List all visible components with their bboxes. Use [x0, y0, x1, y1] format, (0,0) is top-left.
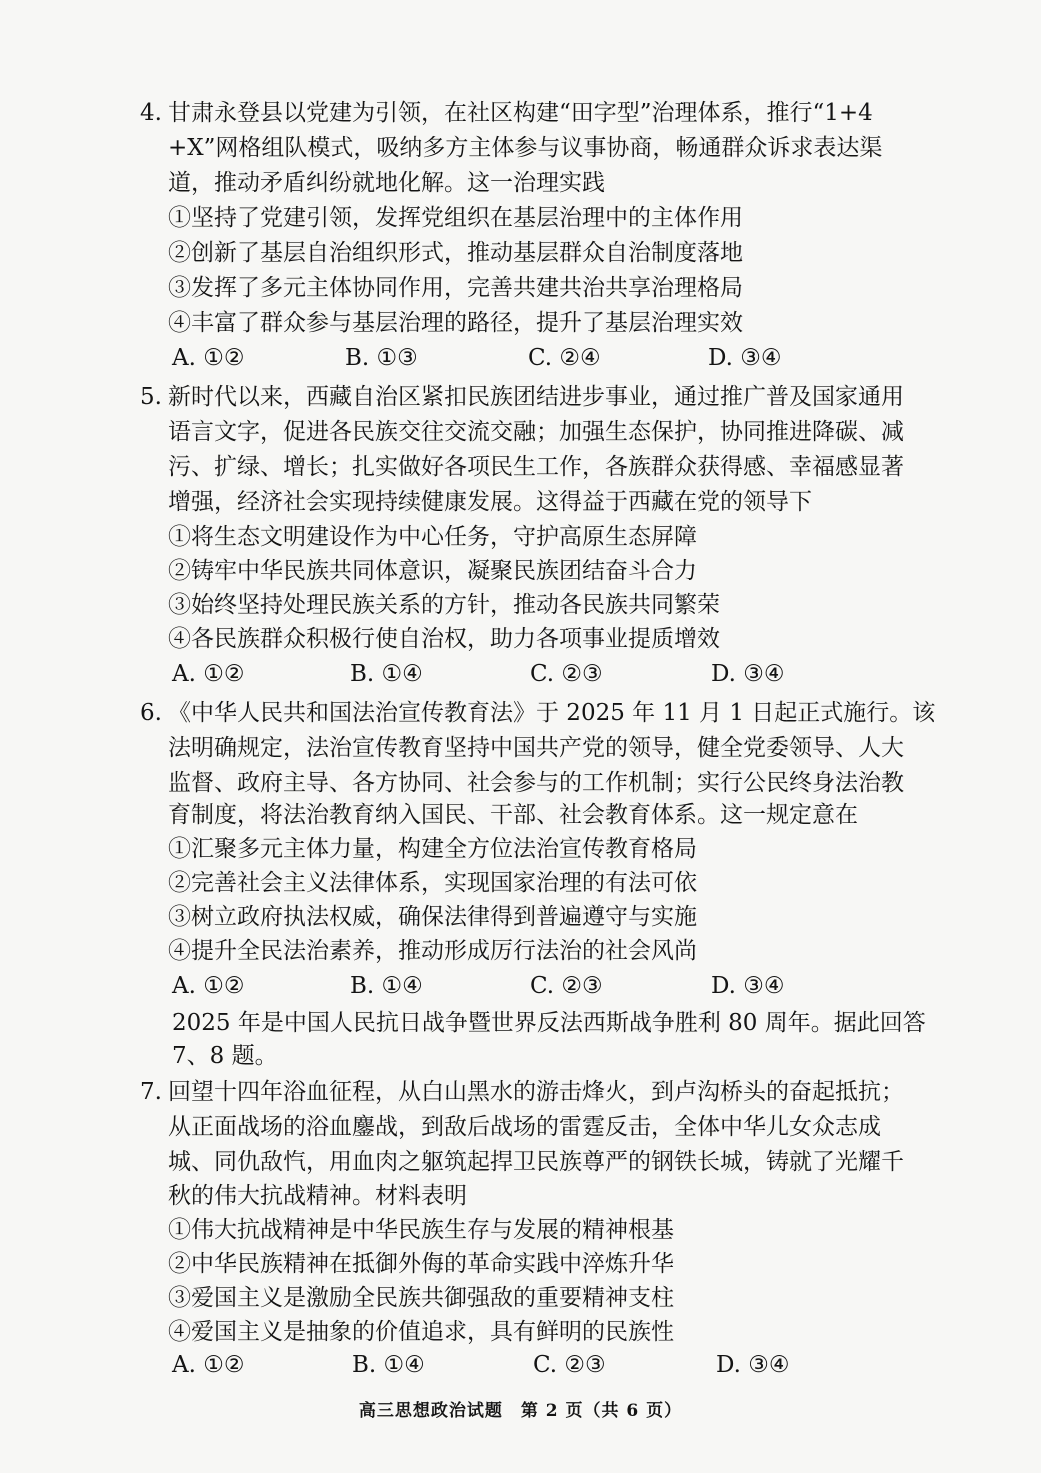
- question-5-item-3: ③始终坚持处理民族关系的方针，推动各民族共同繁荣: [168, 592, 720, 618]
- option-a: A. ①②: [172, 1352, 245, 1378]
- option-c: C. ②④: [528, 345, 601, 371]
- question-5-text-line: 语言文字，促进各民族交往交流交融；加强生态保护，协同推进降碳、减: [168, 419, 904, 445]
- question-4-number: 4.: [140, 100, 162, 126]
- question-5-item-4: ④各民族群众积极行使自治权，助力各项事业提质增效: [168, 626, 720, 652]
- option-c: C. ②③: [530, 973, 603, 999]
- option-d: D. ③④: [711, 973, 785, 999]
- question-7-text-line: 回望十四年浴血征程，从白山黑水的游击烽火，到卢沟桥头的奋起抵抗；: [168, 1079, 904, 1105]
- question-4-text-line: 甘肃永登县以党建为引领，在社区构建“田字型”治理体系，推行“1+4: [168, 100, 873, 126]
- question-5-item-2: ②铸牢中华民族共同体意识，凝聚民族团结奋斗合力: [168, 558, 697, 584]
- shared-stem-line: 2025 年是中国人民抗日战争暨世界反法西斯战争胜利 80 周年。据此回答: [172, 1010, 926, 1036]
- option-b: B. ①④: [352, 1352, 425, 1378]
- option-d: D. ③④: [708, 345, 782, 371]
- option-b: B. ①④: [350, 661, 423, 687]
- question-6-text-line: 监督、政府主导、各方协同、社会参与的工作机制；实行公民终身法治教: [168, 770, 904, 796]
- question-5-item-1: ①将生态文明建设作为中心任务，守护高原生态屏障: [168, 524, 697, 550]
- option-c: C. ②③: [533, 1352, 606, 1378]
- question-6-text-line: 育制度，将法治教育纳入国民、干部、社会教育体系。这一规定意在: [168, 802, 858, 828]
- question-6-text-line: 《中华人民共和国法治宣传教育法》于 2025 年 11 月 1 日起正式施行。该: [168, 700, 936, 726]
- option-d: D. ③④: [716, 1352, 790, 1378]
- question-5-text-line: 污、扩绿、增长；扎实做好各项民生工作，各族群众获得感、幸福感显著: [168, 454, 904, 480]
- question-5-text-line: 新时代以来，西藏自治区紧扣民族团结进步事业，通过推广普及国家通用: [168, 384, 904, 410]
- question-6-item-2: ②完善社会主义法律体系，实现国家治理的有法可依: [168, 870, 697, 896]
- question-7-item-1: ①伟大抗战精神是中华民族生存与发展的精神根基: [168, 1217, 674, 1243]
- question-6-item-1: ①汇聚多元主体力量，构建全方位法治宣传教育格局: [168, 836, 697, 862]
- question-7-item-3: ③爱国主义是激励全民族共御强敌的重要精神支柱: [168, 1285, 674, 1311]
- option-a: A. ①②: [172, 345, 245, 371]
- question-7-text-line: 城、同仇敌忾，用血肉之躯筑起捍卫民族尊严的钢铁长城，铸就了光耀千: [168, 1149, 904, 1175]
- question-4-item-4: ④丰富了群众参与基层治理的路径，提升了基层治理实效: [168, 310, 743, 336]
- question-5-text-line: 增强，经济社会实现持续健康发展。这得益于西藏在党的领导下: [168, 489, 812, 515]
- question-4-text-line: 道，推动矛盾纠纷就地化解。这一治理实践: [168, 170, 605, 196]
- page-footer: 高三思想政治试题 第 2 页（共 6 页）: [358, 1401, 683, 1421]
- option-c: C. ②③: [530, 661, 603, 687]
- option-b: B. ①④: [350, 973, 423, 999]
- option-a: A. ①②: [172, 973, 245, 999]
- question-6-item-3: ③树立政府执法权威，确保法律得到普遍遵守与实施: [168, 904, 697, 930]
- question-7-text-line: 秋的伟大抗战精神。材料表明: [168, 1183, 467, 1209]
- option-b: B. ①③: [345, 345, 418, 371]
- question-4-text-line: +X”网格组队模式，吸纳多方主体参与议事协商，畅通群众诉求表达渠: [168, 135, 883, 161]
- question-4-item-2: ②创新了基层自治组织形式，推动基层群众自治制度落地: [168, 240, 743, 266]
- question-6-text-line: 法明确规定，法治宣传教育坚持中国共产党的领导，健全党委领导、人大: [168, 735, 904, 761]
- question-7-item-4: ④爱国主义是抽象的价值追求，具有鲜明的民族性: [168, 1319, 674, 1345]
- question-7-text-line: 从正面战场的浴血鏖战，到敌后战场的雷霆反击，全体中华儿女众志成: [168, 1114, 881, 1140]
- question-5-number: 5.: [140, 384, 162, 410]
- option-a: A. ①②: [172, 661, 245, 687]
- question-4-item-3: ③发挥了多元主体协同作用，完善共建共治共享治理格局: [168, 275, 743, 301]
- question-7-item-2: ②中华民族精神在抵御外侮的革命实践中淬炼升华: [168, 1251, 674, 1277]
- question-4-item-1: ①坚持了党建引领，发挥党组织在基层治理中的主体作用: [168, 205, 743, 231]
- option-d: D. ③④: [711, 661, 785, 687]
- question-6-item-4: ④提升全民法治素养，推动形成厉行法治的社会风尚: [168, 938, 697, 964]
- question-6-number: 6.: [140, 700, 162, 726]
- question-7-number: 7.: [140, 1079, 162, 1105]
- shared-stem-line: 7、8 题。: [172, 1043, 278, 1069]
